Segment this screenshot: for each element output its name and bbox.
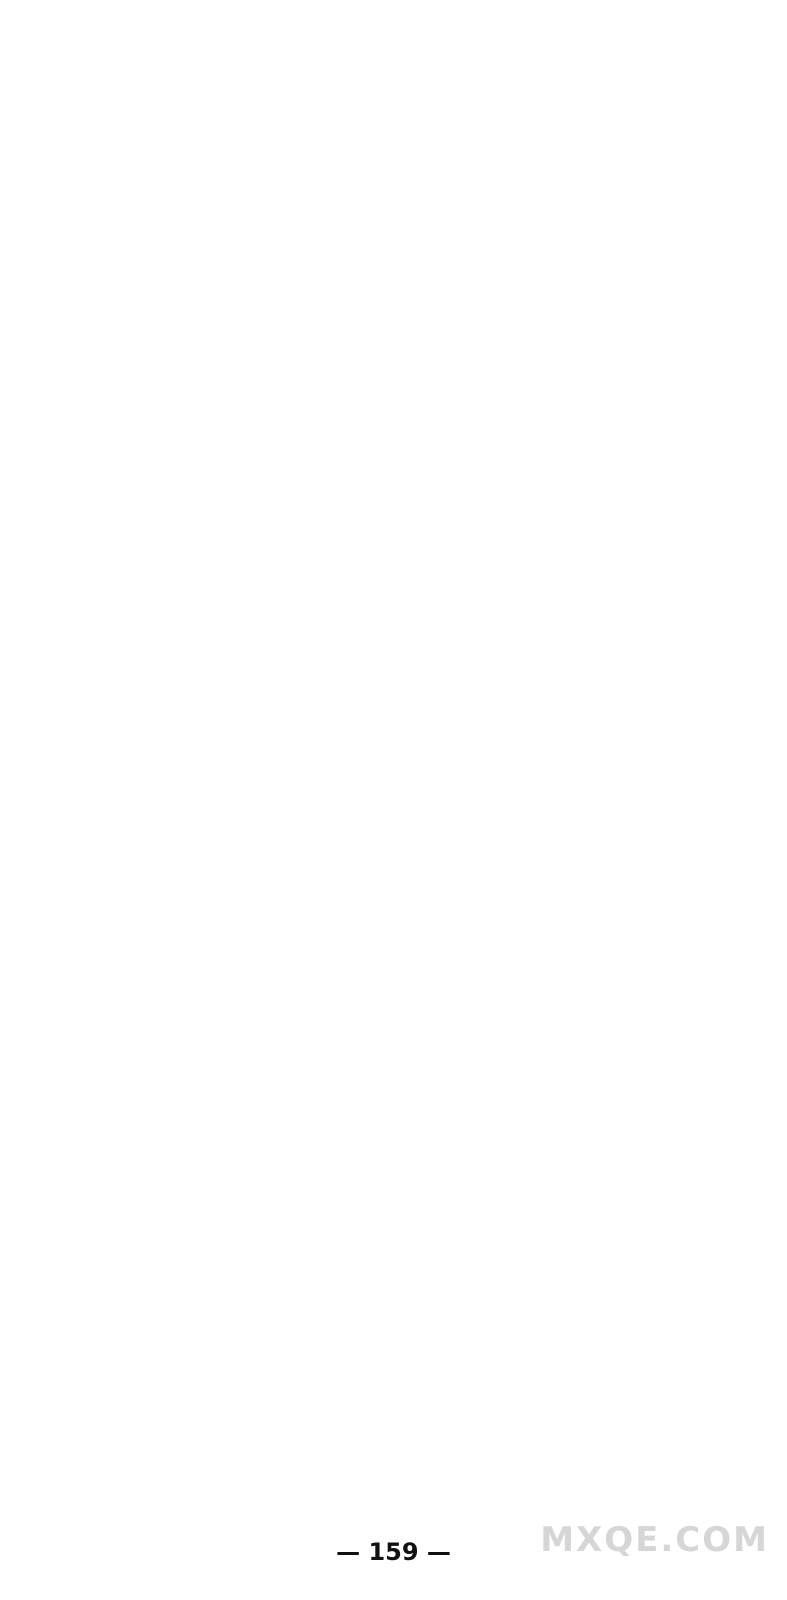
- watermark: MXQE.COM: [540, 1520, 769, 1560]
- page-number: — 159 —: [336, 1538, 451, 1566]
